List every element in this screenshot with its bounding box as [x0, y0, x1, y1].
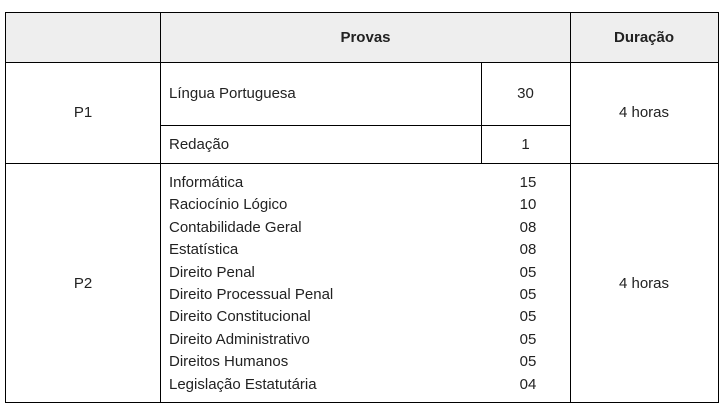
list-item-count: 05: [519, 308, 537, 326]
border-bottom: [5, 402, 719, 403]
border-top: [5, 12, 719, 13]
p2-subject-list: [169, 172, 333, 396]
list-item: Direito Processual Penal: [169, 286, 334, 304]
list-item: Contabilidade Geral: [169, 218, 302, 236]
p1-subject-1: Língua Portuguesa: [169, 85, 296, 102]
border-p1-inner: [161, 125, 570, 126]
list-item: Legislação Estatutária: [169, 375, 317, 393]
p1-duration: 4 horas: [618, 104, 670, 121]
list-item-count: 05: [519, 286, 537, 304]
list-item-count: 08: [519, 218, 537, 236]
border-left: [5, 12, 6, 403]
list-item: Informática: [169, 174, 244, 191]
header-duracao-label: Duração: [613, 28, 675, 46]
list-item: Direito Constitucional: [169, 308, 311, 326]
p2-duration: 4 horas: [618, 274, 670, 292]
p1-duration-cell: [570, 62, 718, 163]
list-item-count: 05: [519, 353, 537, 371]
header-provas-label: Provas: [340, 28, 391, 46]
border-col-2: [481, 62, 482, 163]
list-item-count: 10: [519, 196, 537, 214]
list-item: Estatística: [169, 241, 239, 259]
p1-count-row-1: [481, 62, 570, 125]
border-col-3: [570, 12, 571, 403]
list-item-count: 08: [519, 241, 537, 259]
list-item-count: 15: [519, 174, 537, 191]
header-provas: [161, 12, 570, 62]
border-header-bottom: [5, 62, 719, 63]
list-item: Raciocínio Lógico: [169, 196, 288, 214]
p2-duration-cell: [570, 163, 718, 403]
p1-subject-row-2: [161, 125, 481, 163]
p1-subject-2: Redação: [169, 135, 230, 153]
list-item: Direitos Humanos: [169, 353, 289, 371]
list-item-count: 05: [519, 263, 537, 281]
list-item: Direito Administrativo: [169, 330, 310, 348]
border-right: [718, 12, 719, 403]
p1-count-2: 1: [521, 135, 530, 153]
border-col-1: [160, 12, 161, 403]
p1-label-cell: [5, 62, 161, 163]
p1-label: P1: [73, 104, 93, 121]
p1-count-row-2: [481, 125, 570, 163]
header-empty-cell: [5, 12, 161, 62]
p2-label: P2: [73, 274, 93, 292]
list-item-count: 05: [519, 330, 537, 348]
p2-count-list: [483, 172, 573, 396]
p1-count-1: 30: [517, 85, 534, 102]
border-p1-bottom: [5, 163, 719, 164]
list-item-count: 04: [519, 375, 537, 393]
p2-label-cell: [5, 163, 161, 403]
p1-subject-row-1: [161, 62, 481, 125]
header-duracao: [570, 12, 718, 62]
list-item: Direito Penal: [169, 263, 255, 281]
